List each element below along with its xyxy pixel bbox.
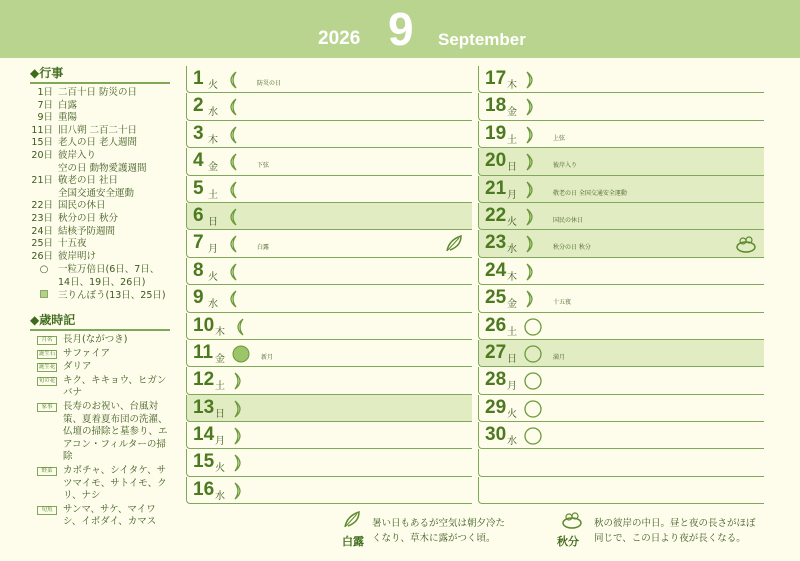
weekday-label: 日: [215, 408, 225, 420]
saijiki-tag: 旬の花: [38, 377, 56, 384]
moon-phase-icon: [524, 126, 538, 148]
day-note: 敬老の日 全国交通安全運動: [553, 189, 627, 197]
moon-phase-icon: [524, 372, 542, 394]
day-number: 14: [193, 424, 215, 446]
sanrinbo-icon: [40, 290, 48, 298]
day-row[interactable]: [478, 367, 764, 394]
moon-phase-icon: [524, 318, 542, 340]
event-item: 21日 敬老の日 社日: [31, 175, 119, 187]
weekday-label: 日: [208, 216, 218, 228]
moon-phase-icon: [225, 235, 239, 257]
basket-icon: [734, 232, 758, 258]
day-row[interactable]: [186, 258, 472, 285]
day-row[interactable]: [478, 395, 764, 422]
day-row[interactable]: [478, 203, 764, 230]
year-label: 2026: [318, 28, 361, 49]
day-number: 25: [485, 287, 507, 309]
day-row[interactable]: [186, 66, 472, 93]
moon-phase-icon: [225, 208, 239, 230]
moon-phase-icon: [232, 482, 246, 504]
day-number: 21: [485, 177, 507, 199]
weekday-label: 金: [208, 162, 218, 174]
day-row[interactable]: [186, 203, 472, 230]
day-number: 4: [193, 150, 204, 172]
saijiki-item: 家事 長寿のお祝い、台風対策、夏着夏布団の洗濯、仏壇の掃除と墓参り、エアコン・フィルターの掃除: [30, 401, 170, 464]
day-number: 1: [193, 68, 204, 89]
weekday-label: 木: [208, 134, 218, 146]
moon-phase-icon: [225, 263, 239, 285]
legend-item: ○ 一粒万倍日(6日、7日、: [30, 264, 170, 277]
saijiki-tag: 月名: [37, 336, 57, 345]
day-note: 秋分の日 秋分: [553, 244, 591, 252]
saijiki-list: [30, 334, 170, 529]
days-column-1: [186, 66, 472, 504]
event-item: 全国交通安全運動: [58, 187, 135, 199]
weekday-label: 月: [215, 436, 225, 448]
day-note: 上弦: [553, 134, 566, 142]
events-list: [30, 87, 170, 263]
moon-phase-icon: [232, 400, 246, 422]
moon-phase-icon: [232, 454, 246, 476]
event-item: 9日 重陽: [37, 112, 78, 124]
moon-phase-icon: [232, 427, 246, 449]
weekday-label: 木: [507, 80, 517, 91]
moon-phase-icon: [524, 181, 538, 203]
moon-phase-icon: [524, 290, 538, 312]
ichiryu-icon: [30, 277, 58, 290]
day-number: 2: [193, 95, 204, 117]
day-row[interactable]: [478, 66, 764, 93]
moon-phase-icon: [524, 235, 538, 257]
day-note: 彼岸入り: [553, 162, 578, 170]
day-note: 白露: [257, 244, 270, 252]
legend-item: 三りんぼう(13日、25日): [30, 290, 170, 303]
calendar-header: [0, 0, 800, 58]
day-number: 10: [193, 314, 215, 336]
weekday-label: 火: [208, 271, 218, 283]
weekday-label: 水: [208, 299, 218, 311]
leaf-icon: [444, 232, 466, 258]
legend-list: [30, 264, 170, 302]
saijiki-tag: 家事: [37, 403, 57, 412]
day-row[interactable]: [186, 395, 472, 422]
day-row[interactable]: [478, 258, 764, 285]
day-row[interactable]: [186, 477, 472, 504]
saijiki-item: 月名 長月(ながつき): [30, 334, 170, 347]
day-row[interactable]: [478, 121, 764, 148]
legend-item: 14日、19日、26日): [30, 277, 170, 290]
ichiryu-icon: ○: [39, 264, 49, 276]
day-number: 19: [485, 122, 507, 144]
moon-phase-icon: [232, 372, 246, 394]
day-number: 6: [193, 204, 204, 226]
weekday-label: 月: [208, 244, 218, 256]
day-number: 3: [193, 122, 204, 144]
day-note: 十五夜: [553, 299, 572, 307]
event-item: 7日 白露: [37, 99, 78, 111]
event-item: 1日 二百十日 防災の日: [37, 87, 138, 98]
day-number: 8: [193, 259, 204, 281]
footer-left-text: 暑い日もあるが空気は朝夕冷た くなり、草木に露がつく頃。: [372, 518, 506, 544]
footer-left-label: 白露: [342, 535, 364, 548]
month-english: September: [438, 30, 526, 49]
basket-icon: [560, 508, 584, 530]
moon-phase-icon: [225, 126, 239, 148]
moon-phase-icon: [225, 71, 239, 93]
day-row[interactable]: [478, 93, 764, 120]
day-number: 15: [193, 451, 215, 473]
moon-phase-icon: [232, 318, 246, 340]
sidebar: [30, 64, 170, 530]
weekday-label: 金: [507, 299, 517, 311]
footer-right-text: 秋の彼岸の中日。昼と夜の長さがほぼ 同じで、この日より夜が長くなる。: [594, 518, 756, 544]
leaf-icon: [342, 508, 364, 530]
day-row[interactable]: [478, 422, 764, 449]
empty-row: [478, 477, 764, 504]
day-row[interactable]: [186, 449, 472, 476]
day-row[interactable]: [478, 340, 764, 367]
weekday-label: 火: [507, 216, 517, 228]
saijiki-item: 誕生石 サファイア: [38, 347, 111, 359]
day-number: 18: [485, 95, 507, 117]
weekday-label: 火: [215, 463, 225, 475]
weekday-label: 火: [507, 408, 517, 420]
day-number: 5: [193, 177, 204, 199]
footer-right-label: 秋分: [557, 535, 579, 548]
moon-phase-icon: [524, 345, 542, 367]
saijiki-tag: 誕生石: [38, 350, 56, 357]
event-item: 20日 彼岸入り: [31, 149, 97, 161]
saijiki-tag: 旬魚: [37, 506, 57, 515]
day-number: 12: [193, 369, 215, 391]
event-item: 26日 彼岸明け: [31, 250, 97, 262]
days-column-2: [478, 66, 764, 504]
day-row[interactable]: [186, 340, 472, 367]
event-item: 15日 老人の日 老人週間: [31, 137, 138, 149]
day-number: 29: [485, 396, 507, 418]
day-row[interactable]: [186, 422, 472, 449]
day-row[interactable]: [186, 148, 472, 175]
weekday-label: 木: [507, 271, 517, 283]
weekday-label: 火: [208, 80, 218, 91]
saijiki-title: ◆歳時記: [30, 311, 170, 331]
weekday-label: 土: [208, 189, 218, 201]
day-number: 30: [485, 424, 507, 446]
moon-phase-icon: [524, 153, 538, 175]
day-note: 新月: [261, 353, 274, 361]
event-item: 23日 秋分の日 秋分: [31, 212, 119, 224]
weekday-label: 月: [507, 381, 517, 393]
day-number: 16: [193, 478, 215, 500]
saijiki-item: 誕生花 ダリア: [38, 361, 92, 373]
day-row[interactable]: [186, 285, 472, 312]
day-number: 27: [485, 341, 507, 363]
weekday-label: 水: [215, 490, 225, 502]
day-row[interactable]: [186, 367, 472, 394]
event-item: 11日 旧八朔 二百二十日: [31, 124, 138, 136]
moon-phase-icon: [225, 290, 239, 312]
day-row[interactable]: [478, 176, 764, 203]
day-row[interactable]: [186, 313, 472, 340]
weekday-label: 水: [208, 107, 218, 119]
weekday-label: 水: [507, 436, 517, 448]
moon-phase-icon: [524, 400, 542, 422]
day-number: 23: [485, 232, 507, 254]
weekday-label: 水: [507, 244, 517, 256]
day-row[interactable]: [478, 285, 764, 312]
weekday-label: 土: [215, 381, 225, 393]
day-number: 26: [485, 314, 507, 336]
day-number: 9: [193, 287, 204, 309]
day-note: 満月: [553, 353, 566, 361]
weekday-label: 金: [215, 353, 225, 365]
day-row[interactable]: [186, 230, 472, 257]
day-note: 国民の休日: [553, 216, 584, 224]
saijiki-item: 旬魚 サンマ、サケ、マイワシ、イボダイ、カマス: [30, 504, 170, 529]
weekday-label: 金: [507, 107, 517, 119]
day-row[interactable]: [186, 93, 472, 120]
saijiki-tag: 野菜: [37, 467, 57, 476]
weekday-label: 土: [507, 134, 517, 146]
day-number: 7: [193, 232, 204, 254]
empty-row: [478, 449, 764, 476]
moon-phase-icon: [524, 98, 538, 120]
day-number: 28: [485, 369, 507, 391]
weekday-label: 日: [507, 353, 517, 365]
day-number: 22: [485, 204, 507, 226]
event-item: 24日 結核予防週間: [31, 225, 116, 237]
month-number: 9: [388, 3, 414, 55]
weekday-label: 月: [507, 189, 517, 201]
saijiki-tag: 誕生花: [38, 364, 56, 371]
moon-phase-icon: [524, 427, 542, 449]
event-item: 22日 国民の休日: [31, 200, 106, 212]
moon-phase-icon: [225, 181, 239, 203]
day-note: 防災の日: [257, 80, 282, 87]
weekday-label: 土: [507, 326, 517, 338]
moon-phase-icon: [232, 345, 250, 367]
event-item: 空の日 動物愛護週間: [58, 162, 147, 174]
event-item: 25日 十五夜: [31, 238, 87, 250]
day-row[interactable]: [186, 121, 472, 148]
weekday-label: 木: [215, 326, 225, 338]
day-number: 11: [193, 341, 214, 363]
day-number: 13: [193, 396, 215, 418]
day-row[interactable]: [478, 148, 764, 175]
day-number: 17: [485, 68, 507, 89]
events-title: ◆行事: [30, 64, 170, 84]
day-row[interactable]: [478, 313, 764, 340]
day-number: 24: [485, 259, 507, 281]
weekday-label: 日: [507, 162, 517, 174]
moon-phase-icon: [524, 263, 538, 285]
day-row[interactable]: [186, 176, 472, 203]
day-note: 下弦: [257, 162, 270, 170]
saijiki-item: 野菜 カボチャ、シイタケ、サツマイモ、サトイモ、クリ、ナシ: [30, 465, 170, 503]
day-row[interactable]: [478, 230, 764, 257]
day-number: 20: [485, 150, 507, 172]
moon-phase-icon: [225, 153, 239, 175]
moon-phase-icon: [524, 71, 538, 93]
saijiki-item: 旬の花 キク、キキョウ、ヒガンバナ: [38, 374, 167, 399]
moon-phase-icon: [225, 98, 239, 120]
moon-phase-icon: [524, 208, 538, 230]
